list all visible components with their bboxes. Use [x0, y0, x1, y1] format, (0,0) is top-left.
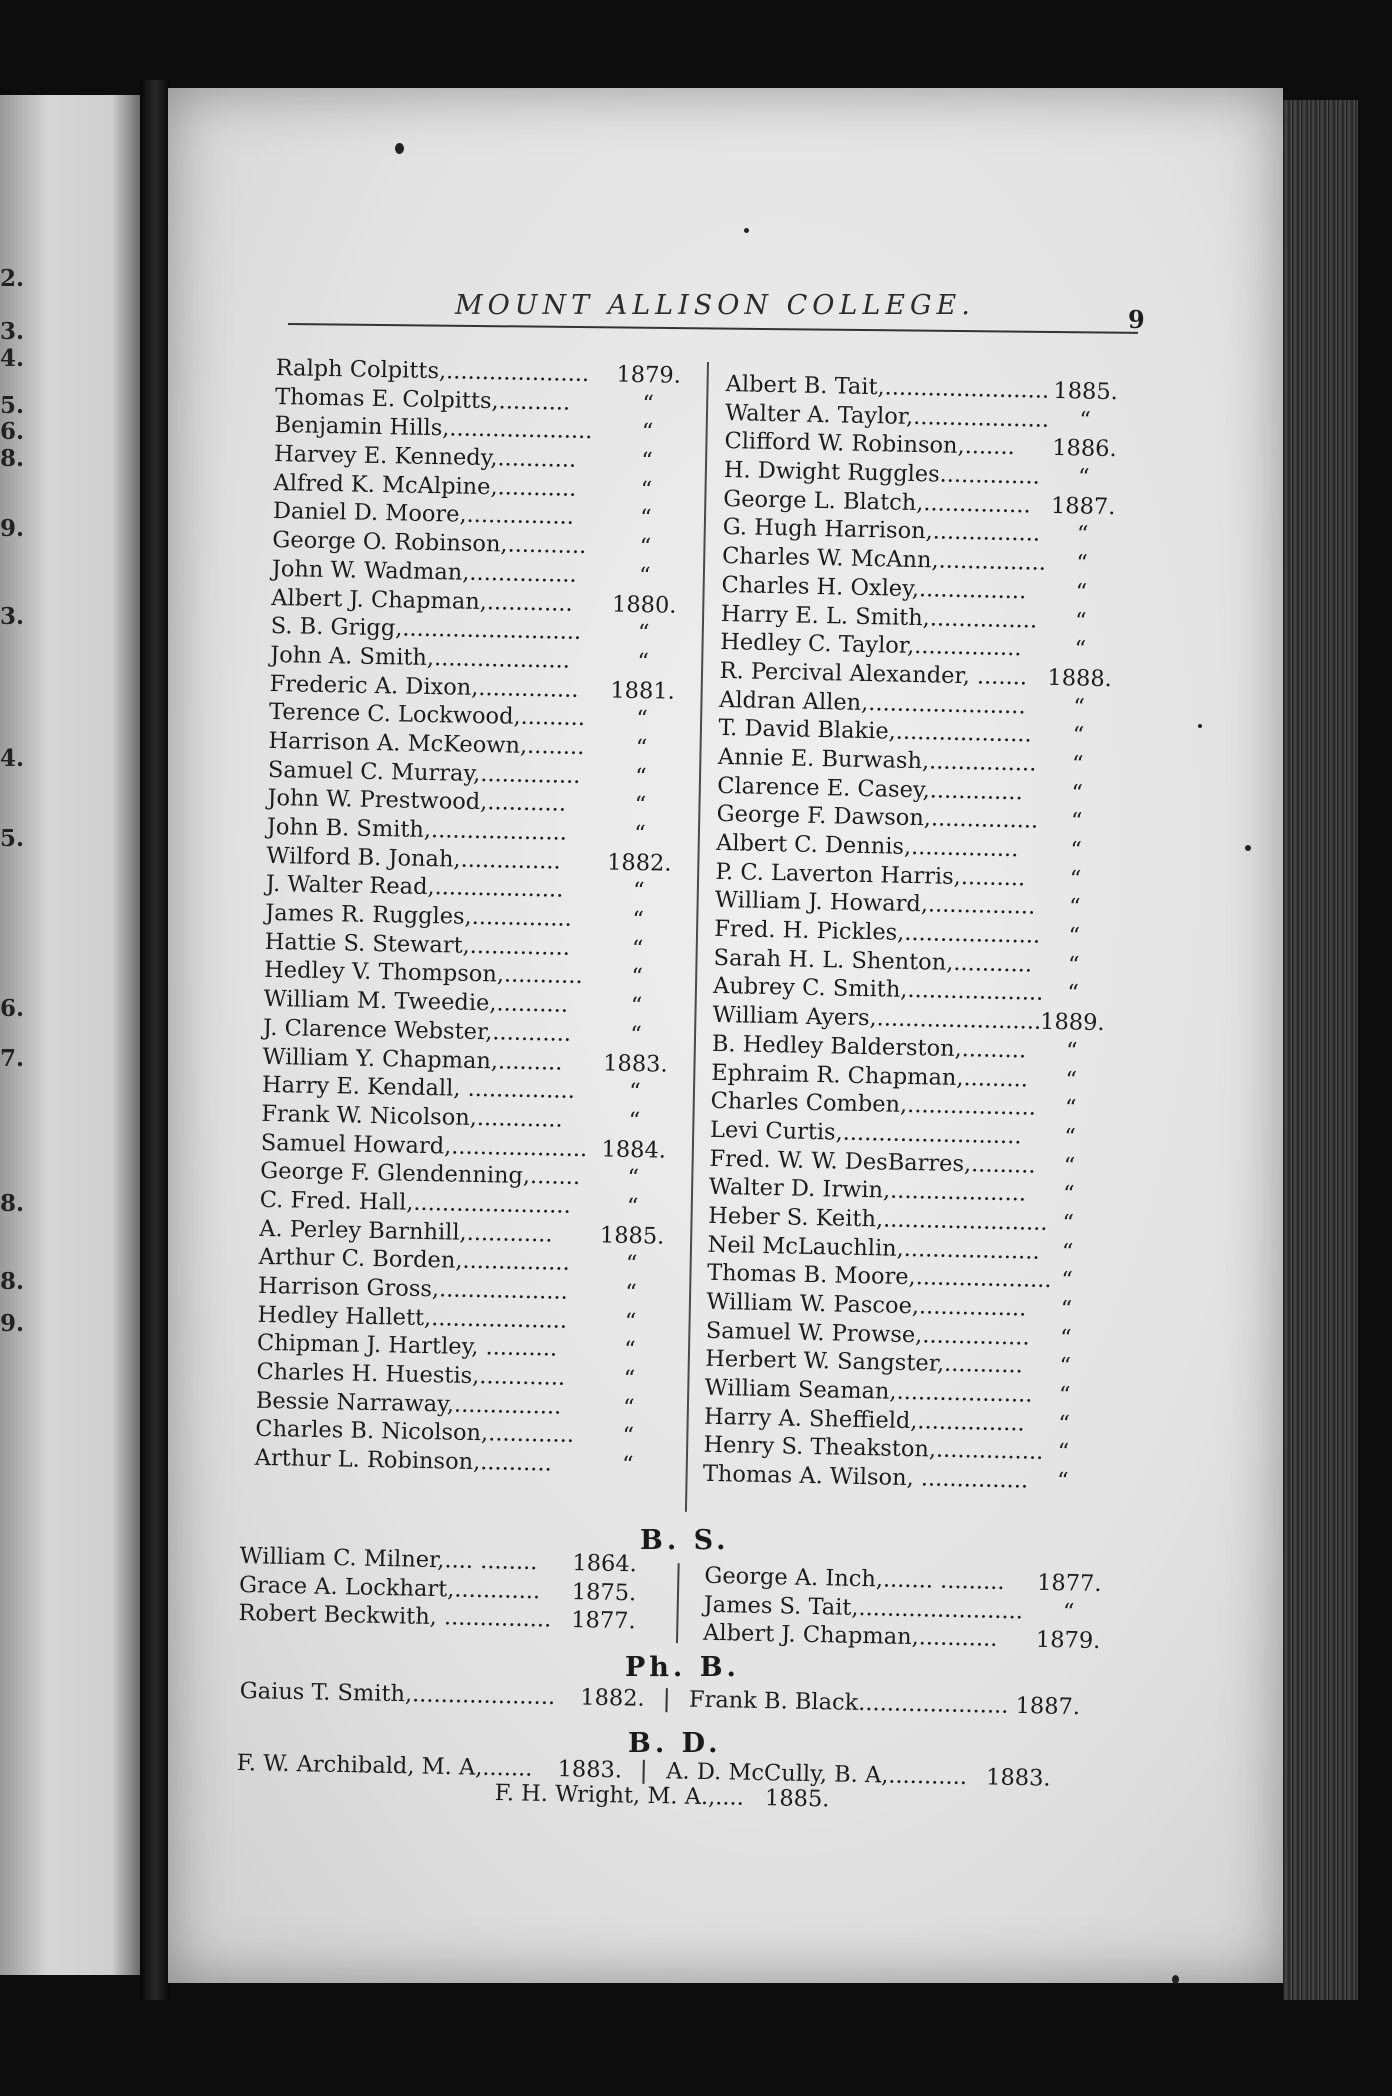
prev-page-number: 5.	[0, 825, 25, 852]
prev-page-number: 9.	[0, 515, 25, 542]
entry-name: A. Perley Barnhill,............	[258, 1215, 553, 1248]
entry-year: 1881.	[610, 677, 676, 705]
entry-name: B. Hedley Balderston,.........	[711, 1030, 1027, 1064]
entry-name: Harry A. Sheffield,...............	[703, 1403, 1025, 1437]
entry-name: George O. Robinson,...........	[272, 527, 587, 560]
entry-year: “	[1062, 1210, 1075, 1237]
entry-year: “	[634, 792, 647, 819]
entry-year: “	[621, 1451, 634, 1479]
entry-year: “	[1063, 1152, 1076, 1180]
prev-page-number: 5.	[0, 392, 25, 419]
page-number: 9	[1128, 305, 1145, 334]
entry-name: Harry E. L. Smith,...............	[720, 600, 1038, 634]
entry-name: Harrison Gross,..................	[257, 1272, 569, 1305]
entry-name: S. B. Grigg,.........................	[270, 613, 582, 646]
speck	[1245, 845, 1251, 851]
entry-year: 1887.	[1050, 492, 1116, 520]
bd-right-year: 1883.	[985, 1764, 1051, 1792]
entry-year: “	[1062, 1598, 1075, 1626]
entry-year: 1880.	[611, 590, 677, 619]
bs-left-column	[238, 1542, 660, 1637]
entry-name: Terence C. Lockwood,.........	[268, 699, 586, 732]
entry-name: Chipman J. Hartley, ..........	[256, 1330, 558, 1362]
entry-name: Grace A. Lockhart,............	[238, 1571, 541, 1604]
entry-name: Aldran Allen,......................	[718, 686, 1026, 719]
heading-bs: B. S.	[640, 1525, 730, 1556]
entry-name: Robert Beckwith, ...............	[238, 1600, 552, 1633]
entry-year: 1885.	[599, 1222, 665, 1250]
entry-name: Daniel D. Moore,...............	[272, 498, 575, 531]
entry-name: Albert C. Dennis,...............	[715, 829, 1019, 863]
entry-name: William M. Tweedie,..........	[263, 986, 569, 1018]
entry-year: “	[637, 620, 650, 647]
entry-year: “	[623, 1365, 636, 1393]
entry-year: 1889.	[1039, 1008, 1105, 1037]
prev-page-number: 9.	[0, 1310, 25, 1337]
entry-name: Hedley V. Thompson,...........	[263, 957, 583, 990]
entry-name: Clarence E. Casey,.............	[717, 772, 1024, 805]
entry-year: “	[1062, 1181, 1075, 1208]
entry-name: Walter D. Irwin,...................	[708, 1174, 1027, 1207]
entry-year: “	[1075, 579, 1088, 606]
prev-page-number: 7.	[0, 1045, 25, 1072]
entry-year: “	[638, 562, 651, 590]
entry-year: “	[1074, 607, 1087, 635]
entry-year: “	[639, 505, 652, 532]
entry-name: G. Hugh Harrison,...............	[722, 514, 1041, 548]
entry-year: “	[1078, 407, 1092, 434]
entry-year: “	[1070, 808, 1083, 835]
entry-year: “	[1063, 1124, 1077, 1151]
entry-year: 1879.	[1035, 1627, 1101, 1655]
entry-year: “	[628, 1079, 641, 1106]
entry-year: 1884.	[601, 1135, 667, 1164]
entry-name: George A. Inch,....... .........	[704, 1562, 1005, 1596]
entry-name: William Y. Chapman,.........	[262, 1043, 563, 1076]
bd-left-name: F. W. Archibald, M. A,.......	[236, 1750, 533, 1782]
entry-name: Charles B. Nicolson,............	[255, 1416, 575, 1449]
bd-right-name: A. D. McCully, B. A,...........	[666, 1758, 968, 1791]
entry-name: Albert J. Chapman,...........	[702, 1620, 998, 1653]
phb-left-name: Gaius T. Smith,....................	[239, 1678, 556, 1711]
prev-page-number: 3.	[0, 318, 25, 345]
prev-page-number: 4.	[0, 345, 25, 372]
bd-bottom-name: F. H. Wright, M. A.,....	[494, 1780, 745, 1811]
entry-name: Thomas A. Wilson, ...............	[702, 1460, 1029, 1494]
entry-year: “	[1060, 1296, 1073, 1323]
phb-right-year: 1887.	[1015, 1692, 1081, 1721]
entry-year: “	[639, 534, 652, 561]
entry-name: Samuel W. Prowse,...............	[705, 1317, 1030, 1351]
entry-name: Hedley C. Taylor,...............	[720, 629, 1022, 662]
prev-page-number: 8.	[0, 1268, 25, 1295]
phb-right-name: Frank B. Black.....................	[688, 1686, 1009, 1719]
entry-name: Neil McLauchlin,...................	[707, 1231, 1040, 1265]
entry-year: 1879.	[616, 361, 682, 389]
entry-year: “	[623, 1337, 636, 1364]
entry-name: John B. Smith,...................	[266, 813, 568, 846]
entry-year: “	[633, 820, 646, 848]
heading-bd: B. D.	[628, 1728, 722, 1759]
entry-year: “	[625, 1251, 638, 1278]
entry-year: “	[1057, 1439, 1070, 1466]
entry-name: Ralph Colpitts,....................	[275, 354, 590, 388]
entry-name: Harrison A. McKeown,........	[268, 727, 585, 760]
entry-year: “	[1064, 1095, 1077, 1122]
entry-name: Albert B. Tait,.......................	[725, 370, 1050, 404]
entry-year: 1882.	[606, 849, 672, 877]
prev-page-number: 3.	[0, 603, 25, 630]
entry-year: “	[636, 706, 649, 733]
entry-year: “	[640, 448, 654, 475]
entry-name: William J. Howard,...............	[714, 887, 1036, 920]
speck	[1172, 1975, 1179, 1984]
entry-name: Aubrey C. Smith,...................	[712, 973, 1044, 1007]
bd-divider	[643, 1760, 645, 1784]
entry-name: R. Percival Alexander, .......	[719, 657, 1028, 691]
entry-name: George F. Glendenning,.......	[260, 1158, 581, 1191]
entry-name: William C. Milner,.... ........	[239, 1542, 538, 1576]
entry-year: 1886.	[1051, 435, 1117, 463]
entry-name: George L. Blatch,...............	[723, 485, 1031, 519]
entry-name: Arthur C. Borden,...............	[258, 1244, 570, 1277]
prev-page-number: 6.	[0, 418, 25, 445]
entry-year: “	[1077, 464, 1090, 491]
entry-name: Hedley Hallett,...................	[257, 1301, 568, 1334]
entry-year: “	[1065, 1066, 1078, 1094]
entry-year: “	[1074, 636, 1087, 663]
entry-name: Thomas B. Moore,...................	[706, 1260, 1052, 1294]
entry-name: J. Clarence Webster,...........	[262, 1014, 572, 1047]
entry-name: Sarah H. L. Shenton,...........	[713, 944, 1033, 978]
entry-year: “	[1061, 1238, 1074, 1266]
entry-name: Frank W. Nicolson,............	[261, 1100, 563, 1133]
entry-name: J. Walter Read,..................	[265, 871, 564, 903]
entry-name: John W. Prestwood,...........	[267, 785, 567, 817]
entry-name: Annie E. Burwash,...............	[717, 743, 1037, 777]
entry-name: Benjamin Hills,....................	[274, 412, 593, 445]
speck	[1198, 724, 1202, 728]
prev-page-number: 6.	[0, 995, 25, 1022]
entry-name: Bessie Narraway,...............	[255, 1387, 562, 1420]
entry-year: “	[1065, 1038, 1078, 1065]
entry-name: Samuel Howard,...................	[260, 1129, 588, 1162]
entry-year: “	[1059, 1353, 1072, 1380]
speck	[744, 228, 749, 233]
entry-name: Charles W. McAnn,...............	[721, 543, 1047, 576]
entry-name: James R. Ruggles,..............	[265, 899, 573, 932]
running-head: MOUNT ALLISON COLLEGE.	[455, 290, 975, 321]
entry-year: “	[1069, 837, 1083, 864]
entry-name: George F. Dawson,...............	[716, 801, 1039, 834]
entry-name: Harvey E. Kennedy,...........	[273, 441, 577, 473]
entry-year: “	[628, 1107, 641, 1135]
entry-name: Hattie S. Stewart,..............	[264, 928, 571, 961]
entry-year: “	[631, 935, 644, 962]
bs-right-column	[703, 1562, 1125, 1657]
entry-year: “	[1058, 1382, 1071, 1409]
entry-name: Arthur L. Robinson,..........	[254, 1444, 553, 1477]
entry-name: T. David Blakie,...................	[718, 715, 1032, 748]
entry-year: “	[632, 907, 645, 934]
entry-name: Fred. W. W. DesBarres,.........	[709, 1145, 1036, 1179]
entry-year: “	[642, 390, 655, 417]
entry-year: “	[627, 1165, 640, 1192]
entry-year: “	[1066, 980, 1080, 1007]
phb-divider	[666, 1688, 668, 1712]
entry-name: Fred. H. Pickles,...................	[714, 915, 1041, 949]
entry-year: “	[1076, 521, 1089, 549]
entry-name: John A. Smith,...................	[269, 641, 571, 674]
entry-year: “	[640, 476, 653, 503]
entry-year: 1877.	[570, 1607, 636, 1635]
entry-year: 1888.	[1047, 664, 1113, 693]
entry-year: “	[1067, 952, 1080, 979]
entry-year: “	[632, 878, 645, 905]
entry-year: “	[634, 763, 647, 790]
entry-name: Clifford W. Robinson,.......	[724, 428, 1016, 461]
entry-year: “	[1075, 550, 1089, 577]
entry-year: “	[625, 1279, 638, 1307]
entry-year: 1875.	[571, 1578, 637, 1606]
phb-left-year: 1882.	[580, 1684, 645, 1712]
entry-name: Charles H. Huestis,............	[256, 1358, 566, 1391]
entry-name: Alfred K. McAlpine,...........	[273, 469, 577, 502]
entry-name: William Ayers,.......................	[712, 1001, 1042, 1035]
right-column	[703, 370, 1146, 1497]
entry-name: John W. Wadman,...............	[271, 555, 577, 588]
entry-year: “	[629, 1021, 642, 1048]
entry-year: 1883.	[602, 1049, 668, 1078]
entry-name: Charles Comben,..................	[710, 1088, 1037, 1121]
prev-page-number: 8.	[0, 445, 25, 472]
entry-year: “	[1071, 779, 1084, 807]
entry-year: “	[624, 1308, 637, 1335]
entry-name: Henry S. Theakston,...............	[703, 1432, 1044, 1466]
entry-name: Walter A. Taylor,...................	[724, 399, 1050, 433]
entry-name: Charles H. Oxley,...............	[721, 571, 1027, 605]
entry-year: “	[631, 964, 644, 991]
prev-page-number: 4.	[0, 745, 25, 772]
entry-year: “	[1069, 865, 1082, 893]
entry-name: Albert J. Chapman,............	[271, 584, 573, 617]
entry-name: James S. Tait,.......................	[703, 1591, 1024, 1625]
entry-name: Harry E. Kendall, ...............	[261, 1072, 576, 1105]
entry-year: 1877.	[1036, 1569, 1102, 1598]
entry-name: Thomas E. Colpitts,..........	[274, 383, 571, 416]
entry-year: “	[641, 419, 654, 446]
entry-year: “	[1060, 1267, 1074, 1294]
entry-name: Heber S. Keith,.......................	[708, 1202, 1048, 1236]
heading-phb: Ph. B.	[625, 1652, 740, 1683]
entry-year: “	[622, 1423, 635, 1450]
entry-name: Ephraim R. Chapman,.........	[711, 1059, 1029, 1092]
prev-page-number: 2.	[0, 265, 25, 292]
entry-year: “	[1068, 923, 1081, 950]
entry-year: “	[1057, 1410, 1071, 1438]
entry-year: “	[626, 1193, 639, 1221]
entry-name: H. Dwight Ruggles..............	[723, 457, 1041, 490]
entry-name: C. Fred. Hall,......................	[259, 1186, 571, 1219]
entry-year: “	[1059, 1324, 1072, 1352]
entry-name: P. C. Laverton Harris,.........	[715, 858, 1026, 892]
entry-year: “	[622, 1394, 635, 1421]
entry-year: 1864.	[572, 1549, 638, 1578]
entry-year: 1885.	[1053, 377, 1119, 406]
entry-name: Samuel C. Murray,..............	[267, 756, 581, 789]
entry-year: “	[630, 993, 643, 1020]
entry-year: “	[1056, 1468, 1069, 1495]
entry-name: William Seaman,...................	[704, 1374, 1033, 1408]
entry-year: “	[637, 648, 650, 676]
entry-year: “	[1072, 693, 1086, 721]
entry-year: “	[635, 734, 648, 762]
speck	[395, 143, 404, 154]
prev-page-number: 8.	[0, 1190, 25, 1217]
bd-bottom-year: 1885.	[764, 1785, 830, 1813]
entry-year: “	[1068, 894, 1081, 921]
entry-year: “	[1071, 751, 1084, 778]
entry-name: Levi Curtis,.........................	[709, 1116, 1022, 1150]
entry-year: “	[1072, 722, 1085, 749]
entry-name: Wilford B. Jonah,..............	[266, 842, 561, 875]
bd-left-year: 1883.	[557, 1756, 623, 1784]
entry-name: Frederic A. Dixon,..............	[269, 670, 579, 703]
entry-name: Herbert W. Sangster,...........	[705, 1346, 1024, 1379]
entry-name: William W. Pascoe,...............	[706, 1288, 1027, 1322]
left-column	[255, 354, 706, 1481]
